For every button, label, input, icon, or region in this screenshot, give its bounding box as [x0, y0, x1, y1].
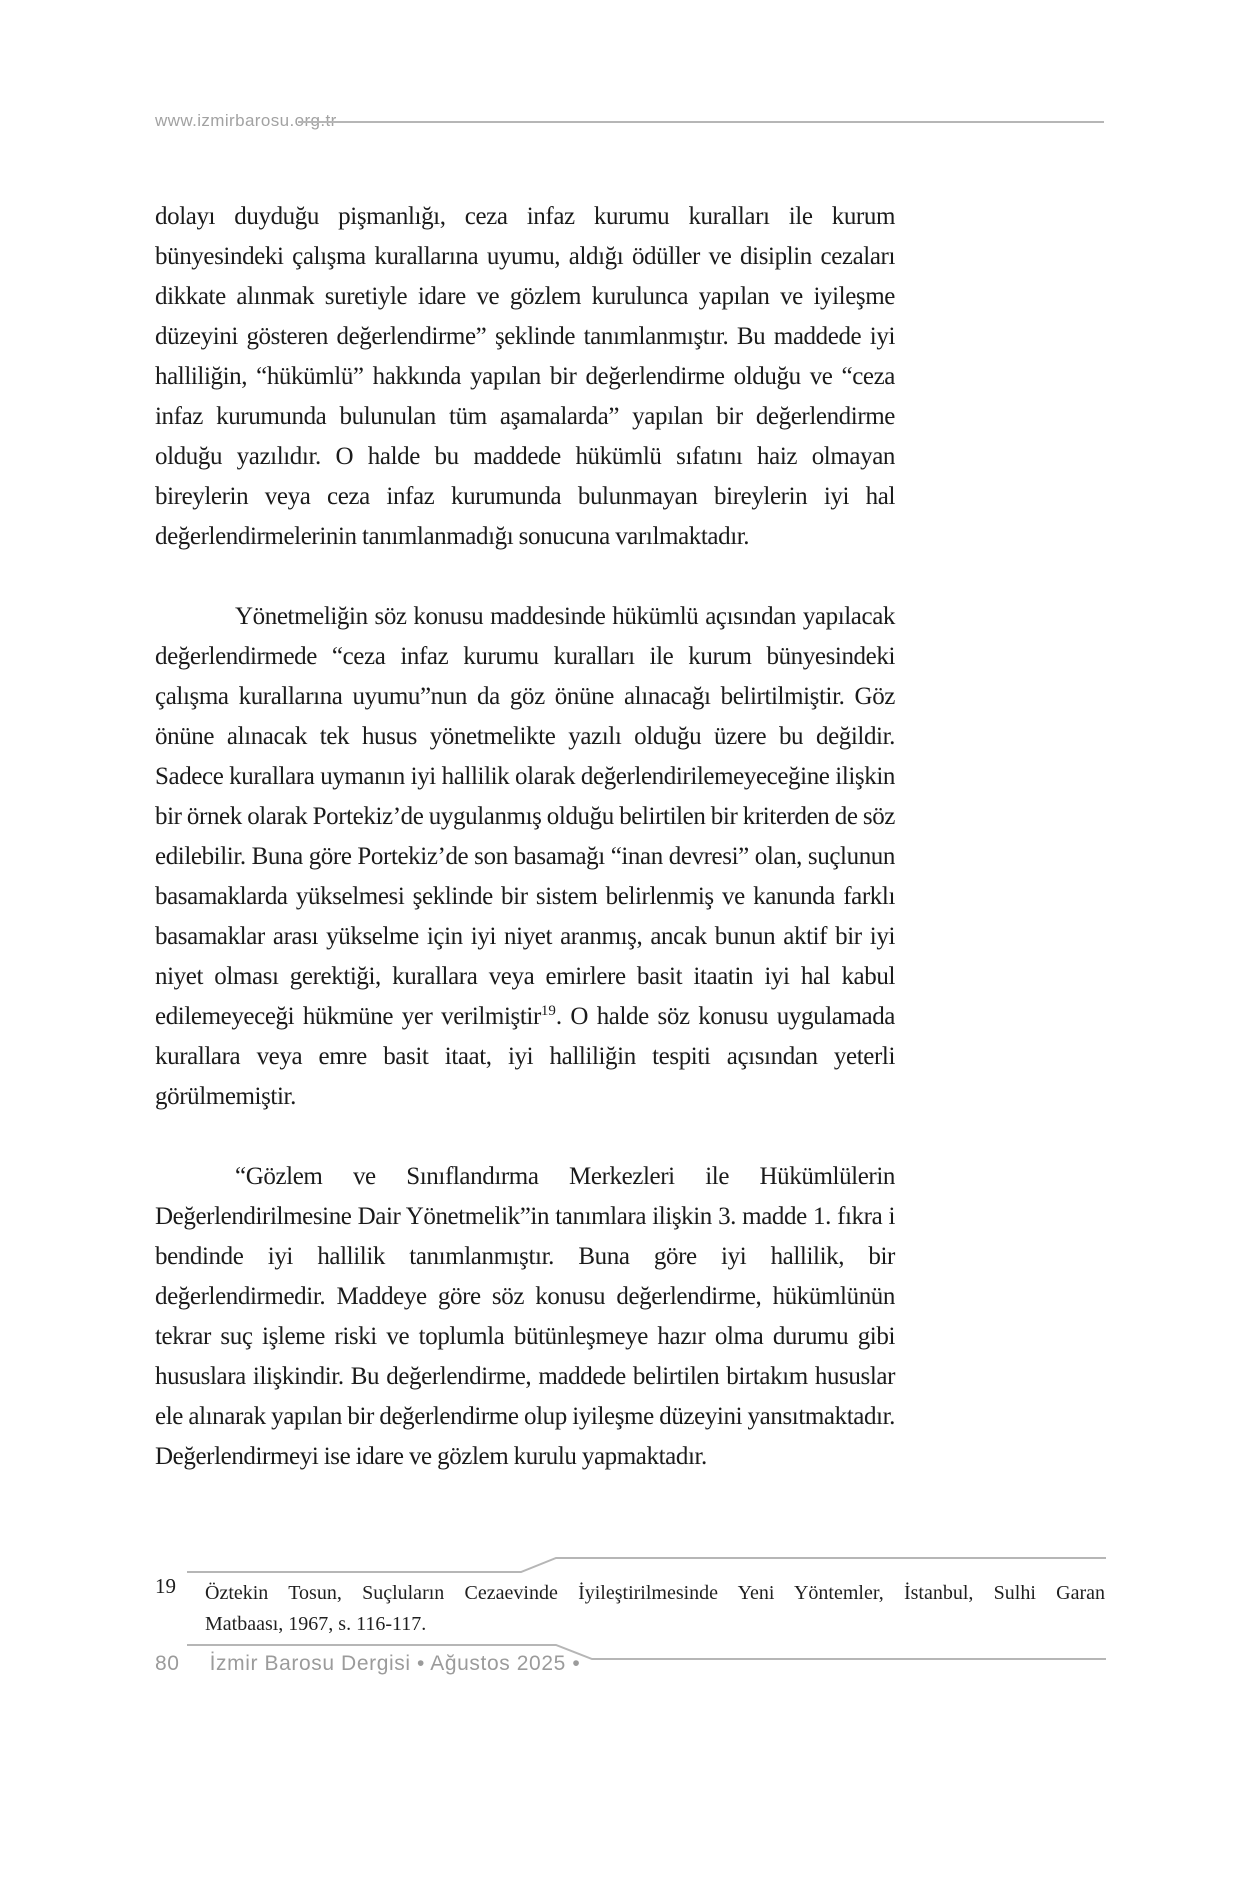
footnote-reference-19: 19	[540, 1003, 556, 1019]
footnote-text-line-1: Öztekin Tosun, Suçluların Cezaevinde İyileştirilmesinde Yeni Yöntemler, İstanbul, Sulhi Garan	[205, 1582, 1105, 1604]
header-rule-line	[298, 121, 1104, 123]
paragraph-1	[155, 197, 895, 557]
article-body	[155, 197, 895, 1477]
journal-title-issue: İzmir Barosu Dergisi • Ağustos 2025 •	[209, 1652, 581, 1675]
header-website-url: www.izmirbarosu.org.tr	[155, 111, 337, 130]
paragraph-2-text-after-ref: . O halde söz konusu uygulamada kurallara veya emre basit itaat, iyi halliliğin tespiti açısından yeterli görülmemiştir.	[155, 1003, 895, 1110]
footnote-number: 19	[155, 1574, 176, 1598]
page-number: 80	[155, 1652, 180, 1675]
footnote-text	[205, 1578, 1105, 1640]
footnote	[155, 1574, 1105, 1640]
paragraph-3-text: “Gözlem ve Sınıflandırma Merkezleri ile Hükümlülerin Değerlendirilmesine Dair Yönetmelik”in tanımlara ilişkin 3. madde 1. fıkra i bendinde iyi hallilik tanımlanmıştır. Buna göre iyi hallilik, bir değerlendirmedir. Maddeye göre söz konusu değerlendirme, hükümlünün tekrar suç işleme riski ve toplumla bütünleşmeye hazır olma durumu gibi hususlara ilişkindir. Bu değerlendirme, maddede belirtilen birtakım hususlar ele alınarak yapılan bir değerlendirme olup iyileşme düzeyini yansıtmaktadır. Değerlendirmeyi ise idare ve gözlem kurulu yapmaktadır.	[155, 1163, 895, 1470]
paragraph-2-text-before-ref: Yönetmeliğin söz konusu maddesinde hükümlü açısından yapılacak değerlendirmede “ceza infaz kurumu kuralları ile kurum bünyesindeki çalışma kurallarına uyumu”nun da göz önüne alınacağı belirtilmiştir. Göz önüne alınacak tek husus yönetmelikte yazılı olduğu üzere bu değildir. Sadece kurallara uymanın iyi hallilik olarak değerlendirilemeyeceğine ilişkin bir örnek olarak Portekiz’de uygulanmış olduğu belirtilen bir kriterden de söz edilebilir. Buna göre Portekiz’de son basamağı “inan devresi” olan, suçlunun basamaklarda yükselmesi şeklinde bir sistem belirlenmiş ve kanunda farklı basamaklar arası yükselme için iyi niyet aranmış, ancak bunun aktif bir iyi niyet olması gerektiği, kurallara veya emirlere basit itaatin iyi hal kabul edilemeyeceği hükmüne yer verilmiştir	[155, 603, 895, 1030]
footnote-separator-line	[185, 1550, 1110, 1580]
page-footer	[155, 1652, 580, 1676]
paragraph-3	[155, 1157, 895, 1477]
paragraph-2	[155, 597, 895, 1117]
paragraph-1-text: dolayı duyduğu pişmanlığı, ceza infaz kurumu kuralları ile kurum bünyesindeki çalışma kurallarına uyumu, aldığı ödüller ve disiplin cezaları dikkate alınmak suretiyle idare ve gözlem kurulunca yapılan ve iyileşme düzeyini gösteren değerlendirme” şeklinde tanımlanmıştır. Bu maddede iyi halliliğin, “hükümlü” hakkında yapılan bir değerlendirme olduğu ve “ceza infaz kurumunda bulunulan tüm aşamalarda” yapılan bir değerlendirme olduğu yazılıdır. O halde bu maddede hükümlü sıfatını haiz olmayan bireylerin veya ceza infaz kurumunda bulunmayan bireylerin iyi hal değerlendirmelerinin tanımlanmadığı sonucuna varılmaktadır.	[155, 203, 895, 550]
footnote-text-line-2: Matbaası, 1967, s. 116-117.	[205, 1613, 427, 1635]
